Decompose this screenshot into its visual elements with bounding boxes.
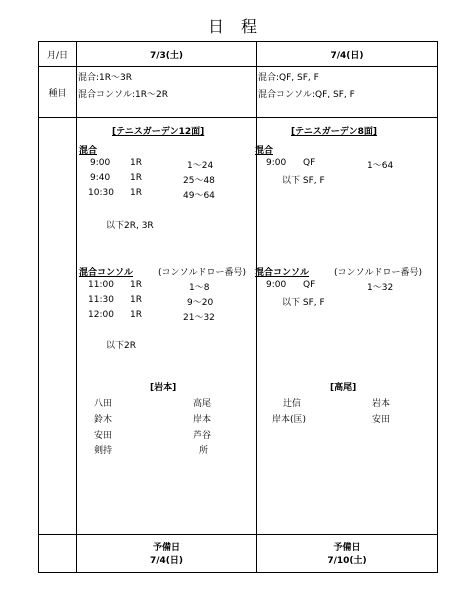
day1-mixed-label: 混合 [79,146,98,156]
day2-consol-sub: (コンソルドロー番号) [334,268,423,278]
events-label: 種目 [39,67,77,118]
day1-consol-sub: (コンソルドロー番号) [158,268,247,278]
day1-mixed-round: 1R [130,173,142,183]
day2-referee: 岸本(匡) [272,415,307,425]
day1-referee: 剣持 [94,446,113,456]
day1-consol-time: 11:00 [88,280,114,290]
day1-consol-label: 混合コンソル [79,268,134,278]
day2-referee: 安田 [372,415,391,425]
day1-mixed-round: 1R [130,158,142,168]
day2-consol-note: 以下 SF, F [282,298,325,308]
day1-mixed-time: 9:40 [90,173,111,183]
day1-referee: 鈴木 [94,415,113,425]
day1-referee: 安田 [94,431,113,441]
day1-consol-note: 以下2R [106,341,136,351]
events-day1 [77,67,257,118]
day1-mixed-range: 1～24 [187,161,214,171]
day2-mixed-label: 混合 [255,146,274,156]
day1-referee: 芦谷 [193,431,212,441]
header-date-label: 月/日 [39,42,77,67]
day1-referee: 岸本 [193,415,212,425]
events-row [39,67,438,118]
reserve-day1-date: 7/4(日) [149,556,184,566]
day2-referee-label: [高尾] [330,383,357,393]
day1-consol-round: 1R [130,295,142,305]
day1-consol-range: 21～32 [183,313,215,323]
day2-consol-time: 9:00 [266,280,287,290]
day1-referee: 所 [199,446,209,456]
day2-mixed-range: 1～64 [367,161,394,171]
reserve-day2-label: 予備日 [333,543,361,553]
day2-mixed-round: QF [303,158,316,168]
events-day2-line: 混合コンソル:QF, SF, F [258,90,355,100]
day1-mixed-note: 以下2R, 3R [106,221,154,231]
header-day1: 7/3(土) [77,42,257,67]
reserve-day2 [257,535,438,573]
day1-mixed-range: 25～48 [183,176,215,186]
day1-referee: 高尾 [193,399,212,409]
reserve-row [39,535,438,573]
day2-mixed-note: 以下 SF, F [282,176,325,186]
day1-consol-range: 9～20 [187,298,214,308]
day2-venue: [テニスガーデン8面] [291,127,377,137]
day1-mixed-round: 1R [130,188,142,198]
events-day1-line: 混合:1R～3R [78,73,132,83]
day2-referee: 岩本 [372,399,391,409]
day1-referee-label: [岩本] [150,383,177,393]
day1-consol-time: 11:30 [88,295,114,305]
header-day2: 7/4(日) [257,42,438,67]
day1-mixed-time: 10:30 [88,188,114,198]
day1-consol-range: 1～8 [189,283,210,293]
day1-consol-round: 1R [130,310,142,320]
day1-consol-round: 1R [130,280,142,290]
day1-referee: 八田 [94,399,113,409]
day1-consol-time: 12:00 [88,310,114,320]
page-title: 日 程 [207,17,264,36]
day2-mixed-time: 9:00 [266,158,287,168]
reserve-day1-label: 予備日 [152,543,180,553]
reserve-day2-date: 7/10(土) [327,556,367,566]
header-row [39,42,438,67]
day2-consol-label: 混合コンソル [255,268,310,278]
events-day1-line: 混合コンソル:1R～2R [78,90,168,100]
reserve-day1 [77,535,257,573]
day1-venue: [テニスガーデン12面] [112,127,205,137]
day2-consol-round: QF [303,280,316,290]
schedule-table [38,41,438,573]
day2-referee: 辻信 [283,399,302,409]
day1-mixed-range: 49～64 [183,191,215,201]
day2-consol-range: 1～32 [367,283,394,293]
events-day2 [257,67,438,118]
day1-mixed-time: 9:00 [90,158,111,168]
events-day2-line: 混合:QF, SF, F [258,73,319,83]
